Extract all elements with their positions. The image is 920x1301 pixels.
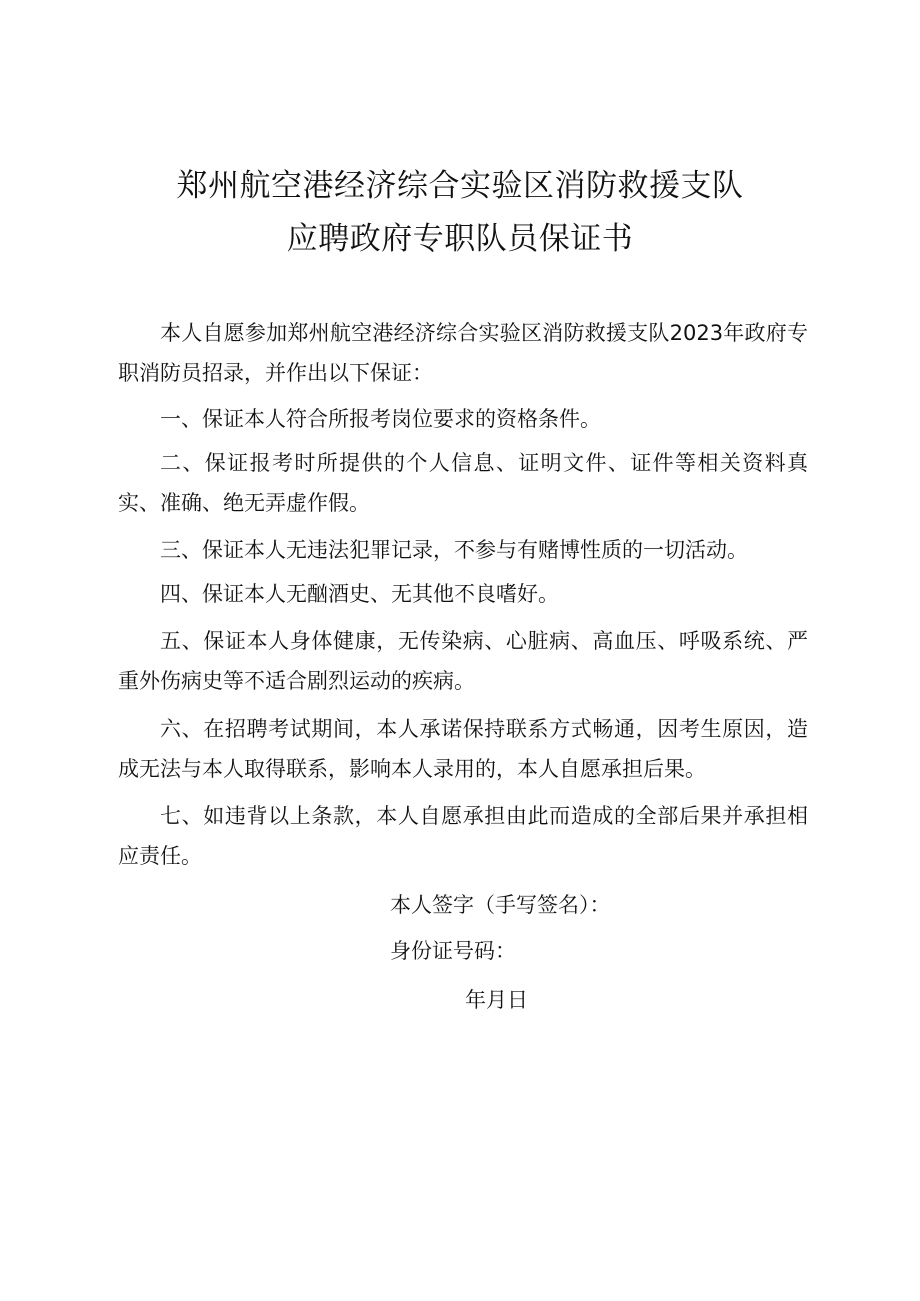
clause-7: 七、如违背以上条款，本人自愿承担由此而造成的全部后果并承担相应责任。 bbox=[118, 804, 808, 868]
clause-1: 一、保证本人符合所报考岗位要求的资格条件。 bbox=[160, 407, 601, 431]
clause-4: 四、保证本人无酗酒史、无其他不良嗜好。 bbox=[160, 582, 559, 606]
clause-6: 六、在招聘考试期间，本人承诺保持联系方式畅通，因考生原因，造成无法与本人取得联系，影响本人录用的，本人自愿承担后果。 bbox=[118, 717, 808, 781]
clause-3: 三、保证本人无违法犯罪记录，不参与有赌博性质的一切活动。 bbox=[160, 538, 748, 562]
document-title-line-1: 郑州航空港经济综合实验区消防救援支队 bbox=[176, 168, 744, 204]
signature-label: 本人签字（手写签名）： bbox=[390, 893, 611, 917]
date-label: 年月日 bbox=[465, 988, 528, 1012]
intro-paragraph: 本人自愿参加郑州航空港经济综合实验区消防救援支队2023年政府专职消防员招录，并作出以下保证： bbox=[118, 321, 808, 385]
clause-2: 二、保证报考时所提供的个人信息、证明文件、证件等相关资料真实、准确、绝无弄虚作假。 bbox=[118, 451, 808, 515]
document-title-line-2: 应聘政府专职队员保证书 bbox=[286, 221, 634, 257]
id-number-label: 身份证号码： bbox=[390, 939, 516, 963]
clause-5: 五、保证本人身体健康，无传染病、心脏病、高血压、呼吸系统、严重外伤病史等不适合剧烈运动的疾病。 bbox=[118, 629, 808, 693]
